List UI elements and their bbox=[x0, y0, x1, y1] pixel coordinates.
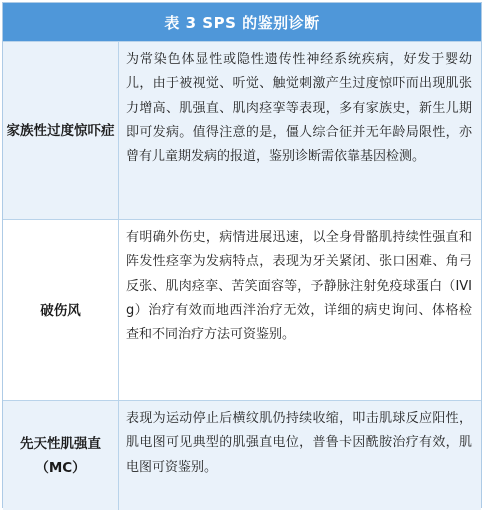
row-label-myotonia-congenita bbox=[3, 401, 119, 510]
label-line-1: 先天性肌强直 bbox=[20, 435, 101, 452]
label-line-2: （MC） bbox=[35, 459, 86, 476]
table-row bbox=[3, 219, 481, 401]
table-title: 表 3 SPS 的鉴别诊断 bbox=[3, 3, 481, 41]
row-label-tetanus: 破伤风 bbox=[3, 220, 119, 401]
table-row bbox=[3, 400, 481, 510]
row-label-familial-hyperekplexia: 家族性过度惊吓症 bbox=[3, 42, 119, 220]
row-description: 为常染色体显性或隐性遗传性神经系统疾病，好发于婴幼儿，由于被视觉、听觉、触觉刺激产生过度惊吓而出现肌张力增高、肌强直、肌肉痉挛等表现，多有家族史，新生儿期即可发病。值得注意的是，僵人综合征并无年龄局限性，亦曾有儿童期发病的报道，鉴别诊断需依靠基因检测。 bbox=[126, 52, 472, 165]
differential-diagnosis-table bbox=[2, 2, 482, 508]
row-description: 表现为运动停止后横纹肌仍持续收缩，叩击肌球反应阳性，肌电图可见典型的肌强直电位，普鲁卡因酰胺治疗有效，肌电图可资鉴别。 bbox=[126, 411, 472, 475]
table-row bbox=[3, 41, 481, 220]
row-description: 有明确外伤史，病情进展迅速，以全身骨骼肌持续性强直和阵发性痉挛为发病特点，表现为牙关紧闭、张口困难、角弓反张、肌肉痉挛、苦笑面容等，予静脉注射免疫球蛋白（IVIg）治疗有效而地西泮治疗无效，详细的病史询问、体格检查和不同治疗方法可资鉴别。 bbox=[126, 230, 472, 343]
